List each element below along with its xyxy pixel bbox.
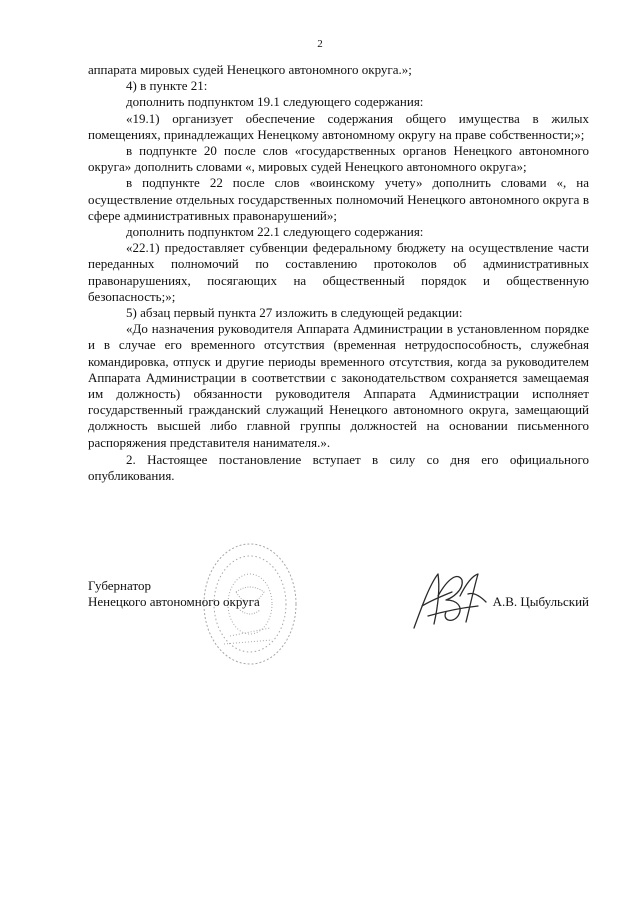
paragraph-5: в подпункте 22 после слов «воинскому учету» дополнить словами «, на осуществление отдельных государственных полномочий Ненецкого автономного округа в сфере административных правонарушений»;: [88, 175, 589, 223]
document-body: [88, 62, 589, 484]
paragraph-8: 5) абзац первый пункта 27 изложить в следующей редакции:: [126, 305, 463, 321]
paragraph-6: дополнить подпунктом 22.1 следующего содержания:: [126, 224, 424, 240]
paragraph-1: 4) в пункте 21:: [126, 78, 208, 94]
handwritten-signature: [408, 566, 500, 636]
signatory-name: А.В. Цыбульский: [492, 594, 589, 609]
signature-block: [88, 578, 589, 668]
paragraph-0: аппарата мировых судей Ненецкого автономного округа.»;: [88, 62, 412, 77]
paragraph-2: дополнить подпунктом 19.1 следующего содержания:: [126, 94, 424, 110]
paragraph-9: «До назначения руководителя Аппарата Администрации в установленном порядке и в случае его временного отсутствия (временная нетрудоспособность, служебная командировка, отпуск и другие периоды временного отсутствия, когда за руководителем Аппарата Администрации в соответствии с законодательством сохраняется замещаемая им должность) обязанности руководителя Аппарата Администрации исполняет государственный гражданский служащий Ненецкого автономного округа, замещающий должность высшей либо главной группы должностей на основании письменного распоряжения представителя нанимателя.».: [88, 321, 589, 450]
paragraph-3: «19.1) организует обеспечение содержания общего имущества в жилых помещениях, принадлежащих Ненецкому автономному округу на праве собственности;»;: [88, 110, 589, 142]
paragraph-4: в подпункте 20 после слов «государственных органов Ненецкого автономного округа» дополнить словами «, мировых судей Ненецкого автономного округа»;: [88, 143, 589, 175]
signatory-title: [88, 578, 260, 610]
page-number: 2: [317, 38, 323, 50]
signatory-title-line1: Губернатор: [88, 578, 151, 593]
paragraph-10: 2. Настоящее постановление вступает в силу со дня его официального опубликования.: [88, 451, 589, 484]
signatory-title-line2: Ненецкого автономного округа: [88, 594, 260, 610]
paragraph-7: «22.1) предоставляет субвенции федеральному бюджету на осуществление части переданных полномочий по составлению протоколов об административных правонарушениях, посягающих на общественный порядок и общественную безопасность;»;: [88, 240, 589, 304]
